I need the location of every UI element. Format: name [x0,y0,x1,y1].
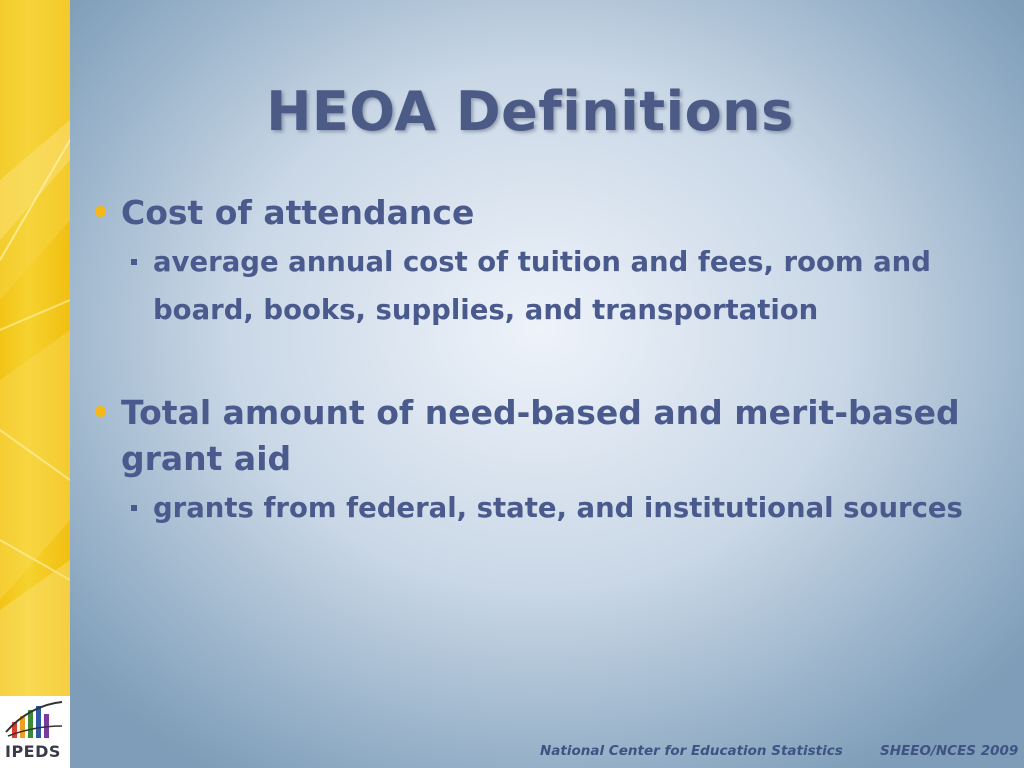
square-bullet-icon [131,259,137,265]
logo-text: IPEDS [5,742,61,761]
circle-bullet-icon [95,206,106,217]
footer-organization: National Center for Education Statistics [540,743,843,759]
bullet-level-1 [95,390,975,482]
bullet-item-cost-of-attendance [95,190,975,334]
square-bullet-icon [131,505,137,511]
bullet-text: Cost of attendance [121,193,475,232]
slide-title: HEOA Definitions [266,80,794,143]
bullet-level-2 [153,484,975,532]
bullet-text: Total amount of need-based and merit-based grant aid [121,393,960,478]
footer-credit: SHEEO/NCES 2009 [880,743,1019,759]
bullet-list [95,190,975,532]
bullet-level-2 [153,238,975,334]
ipeds-logo [0,696,70,768]
sub-bullet-text: average annual cost of tuition and fees, room and board, books, supplies, and transportation [153,246,931,326]
circle-bullet-icon [95,406,106,417]
bullet-level-1 [95,190,975,236]
sub-bullet-text: grants from federal, state, and institutional sources [153,492,963,524]
ipeds-bar-chart-logo-icon [0,696,70,744]
bullet-item-grant-aid [95,390,975,532]
